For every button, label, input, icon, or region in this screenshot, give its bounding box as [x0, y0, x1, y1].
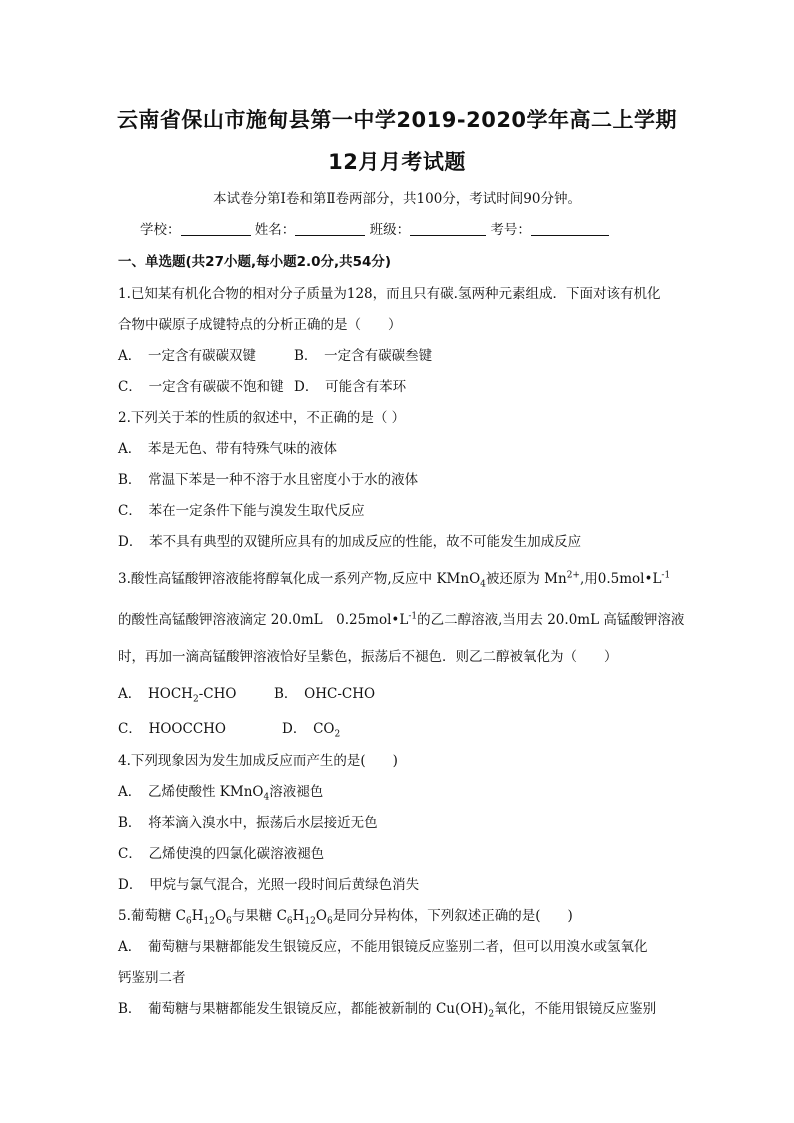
student-info-fields	[140, 218, 609, 238]
q5-option-a-line2: 钙鉴别二者	[118, 970, 186, 986]
exam-intro: 本试卷分第Ⅰ卷和第Ⅱ卷两部分，共100分，考试时间90分钟。	[213, 191, 581, 207]
q2-option-d: D． 苯不具有典型的双键所应具有的加成反应的性能，故不可能发生加成反应	[118, 534, 582, 550]
q4-option-b: B． 将苯滴入溴水中，振荡后水层接近无色	[118, 815, 378, 831]
q2-option-a: A． 苯是无色、带有特殊气味的液体	[118, 441, 337, 457]
q3-options-row2	[118, 717, 341, 740]
q3-options-row1	[118, 682, 376, 705]
q3-option-a: A． $HOCH_2$-CHO	[118, 686, 237, 705]
q4-option-a: A． 乙烯使酸性 KMnO$_4$溶液褪色	[118, 784, 324, 803]
q4-stem: 4.下列现象因为发生加成反应而产生的是( )	[118, 753, 398, 769]
exam-title-line1: 云南省保山市施甸县第一中学2019-2020学年高二上学期	[116, 108, 678, 132]
section-heading: 一、单选题(共27小题,每小题2.0分,共54分)	[118, 254, 392, 270]
q3-stem-line3: 时，再加一滴高锰酸钾溶液恰好呈紫色，振荡后不褪色．则乙二醇被氧化为（ ）	[118, 649, 618, 665]
q3-option-d: D． $CO_2$	[282, 721, 341, 740]
school-label: 学校：	[140, 222, 181, 238]
class-label: 班级：	[369, 222, 411, 238]
q1-options-row2	[118, 375, 406, 395]
q3-stem-line2: 的酸性高锰酸钾溶液滴定 20.0mL $0.25mol•L^{-1}$的乙二醇溶液,当用去 20.0mL 高锰酸钾溶液	[118, 611, 685, 628]
q4-option-d: D． 甲烷与氯气混合，光照一段时间后黄绿色消失	[118, 877, 420, 893]
q1-options-row1	[118, 344, 432, 364]
school-blank[interactable]	[181, 221, 251, 236]
q1-option-b: B． 一定含有碳碳叁键	[294, 348, 433, 364]
q1-stem-line1: 1.已知某有机化合物的相对分子质量为128，而且只有碳.氢两种元素组成．下面对该有机化	[118, 286, 661, 302]
q1-stem-line2: 合物中碳原子成键特点的分析正确的是（ ）	[118, 317, 402, 333]
q4-option-c: C． 乙烯使溴的四氯化碳溶液褪色	[118, 846, 325, 862]
class-blank[interactable]	[410, 221, 486, 236]
q2-option-c: C． 苯在一定条件下能与溴发生取代反应	[118, 503, 365, 519]
q2-stem: 2.下列关于苯的性质的叙述中，不正确的是（ ）	[118, 410, 406, 426]
q1-option-c: C． 一定含有碳碳不饱和键	[118, 379, 284, 395]
q3-stem-line1: 3.酸性高锰酸钾溶液能将醇氧化成一系列产物,反应中 KMnO$_4$被还原为 $Mn^{2+}$,用$0.5mol•L^{-1}$	[118, 570, 671, 590]
number-label: 考号：	[490, 222, 531, 238]
q5-option-a-line1: A． 葡萄糖与果糖都能发生银镜反应，不能用银镜反应鉴别二者，但可以用溴水或氢氧化	[118, 939, 648, 955]
q2-option-b: B． 常温下苯是一种不溶于水且密度小于水的液体	[118, 472, 419, 488]
q1-option-a: A． 一定含有碳碳双键	[118, 348, 256, 364]
q5-stem: 5.葡萄糖 $C_6H_{12}O_6$与果糖 $C_6H_{12}O_6$是同分异构体，下列叙述正确的是( )	[118, 908, 573, 927]
name-blank[interactable]	[295, 221, 365, 236]
number-blank[interactable]	[531, 221, 609, 236]
q1-option-d: D． 可能含有苯环	[294, 379, 407, 395]
q3-option-c: C． HOOCCHO	[118, 721, 226, 737]
q5-option-b: B． 葡萄糖与果糖都能发生银镜反应，都能被新制的 $Cu(OH)_2$氧化，不能用银镜反应鉴别	[118, 1001, 657, 1020]
exam-title-line2: 12月月考试题	[328, 150, 466, 174]
q3-option-b: B． OHC-CHO	[274, 686, 376, 702]
name-label: 姓名：	[254, 222, 296, 238]
